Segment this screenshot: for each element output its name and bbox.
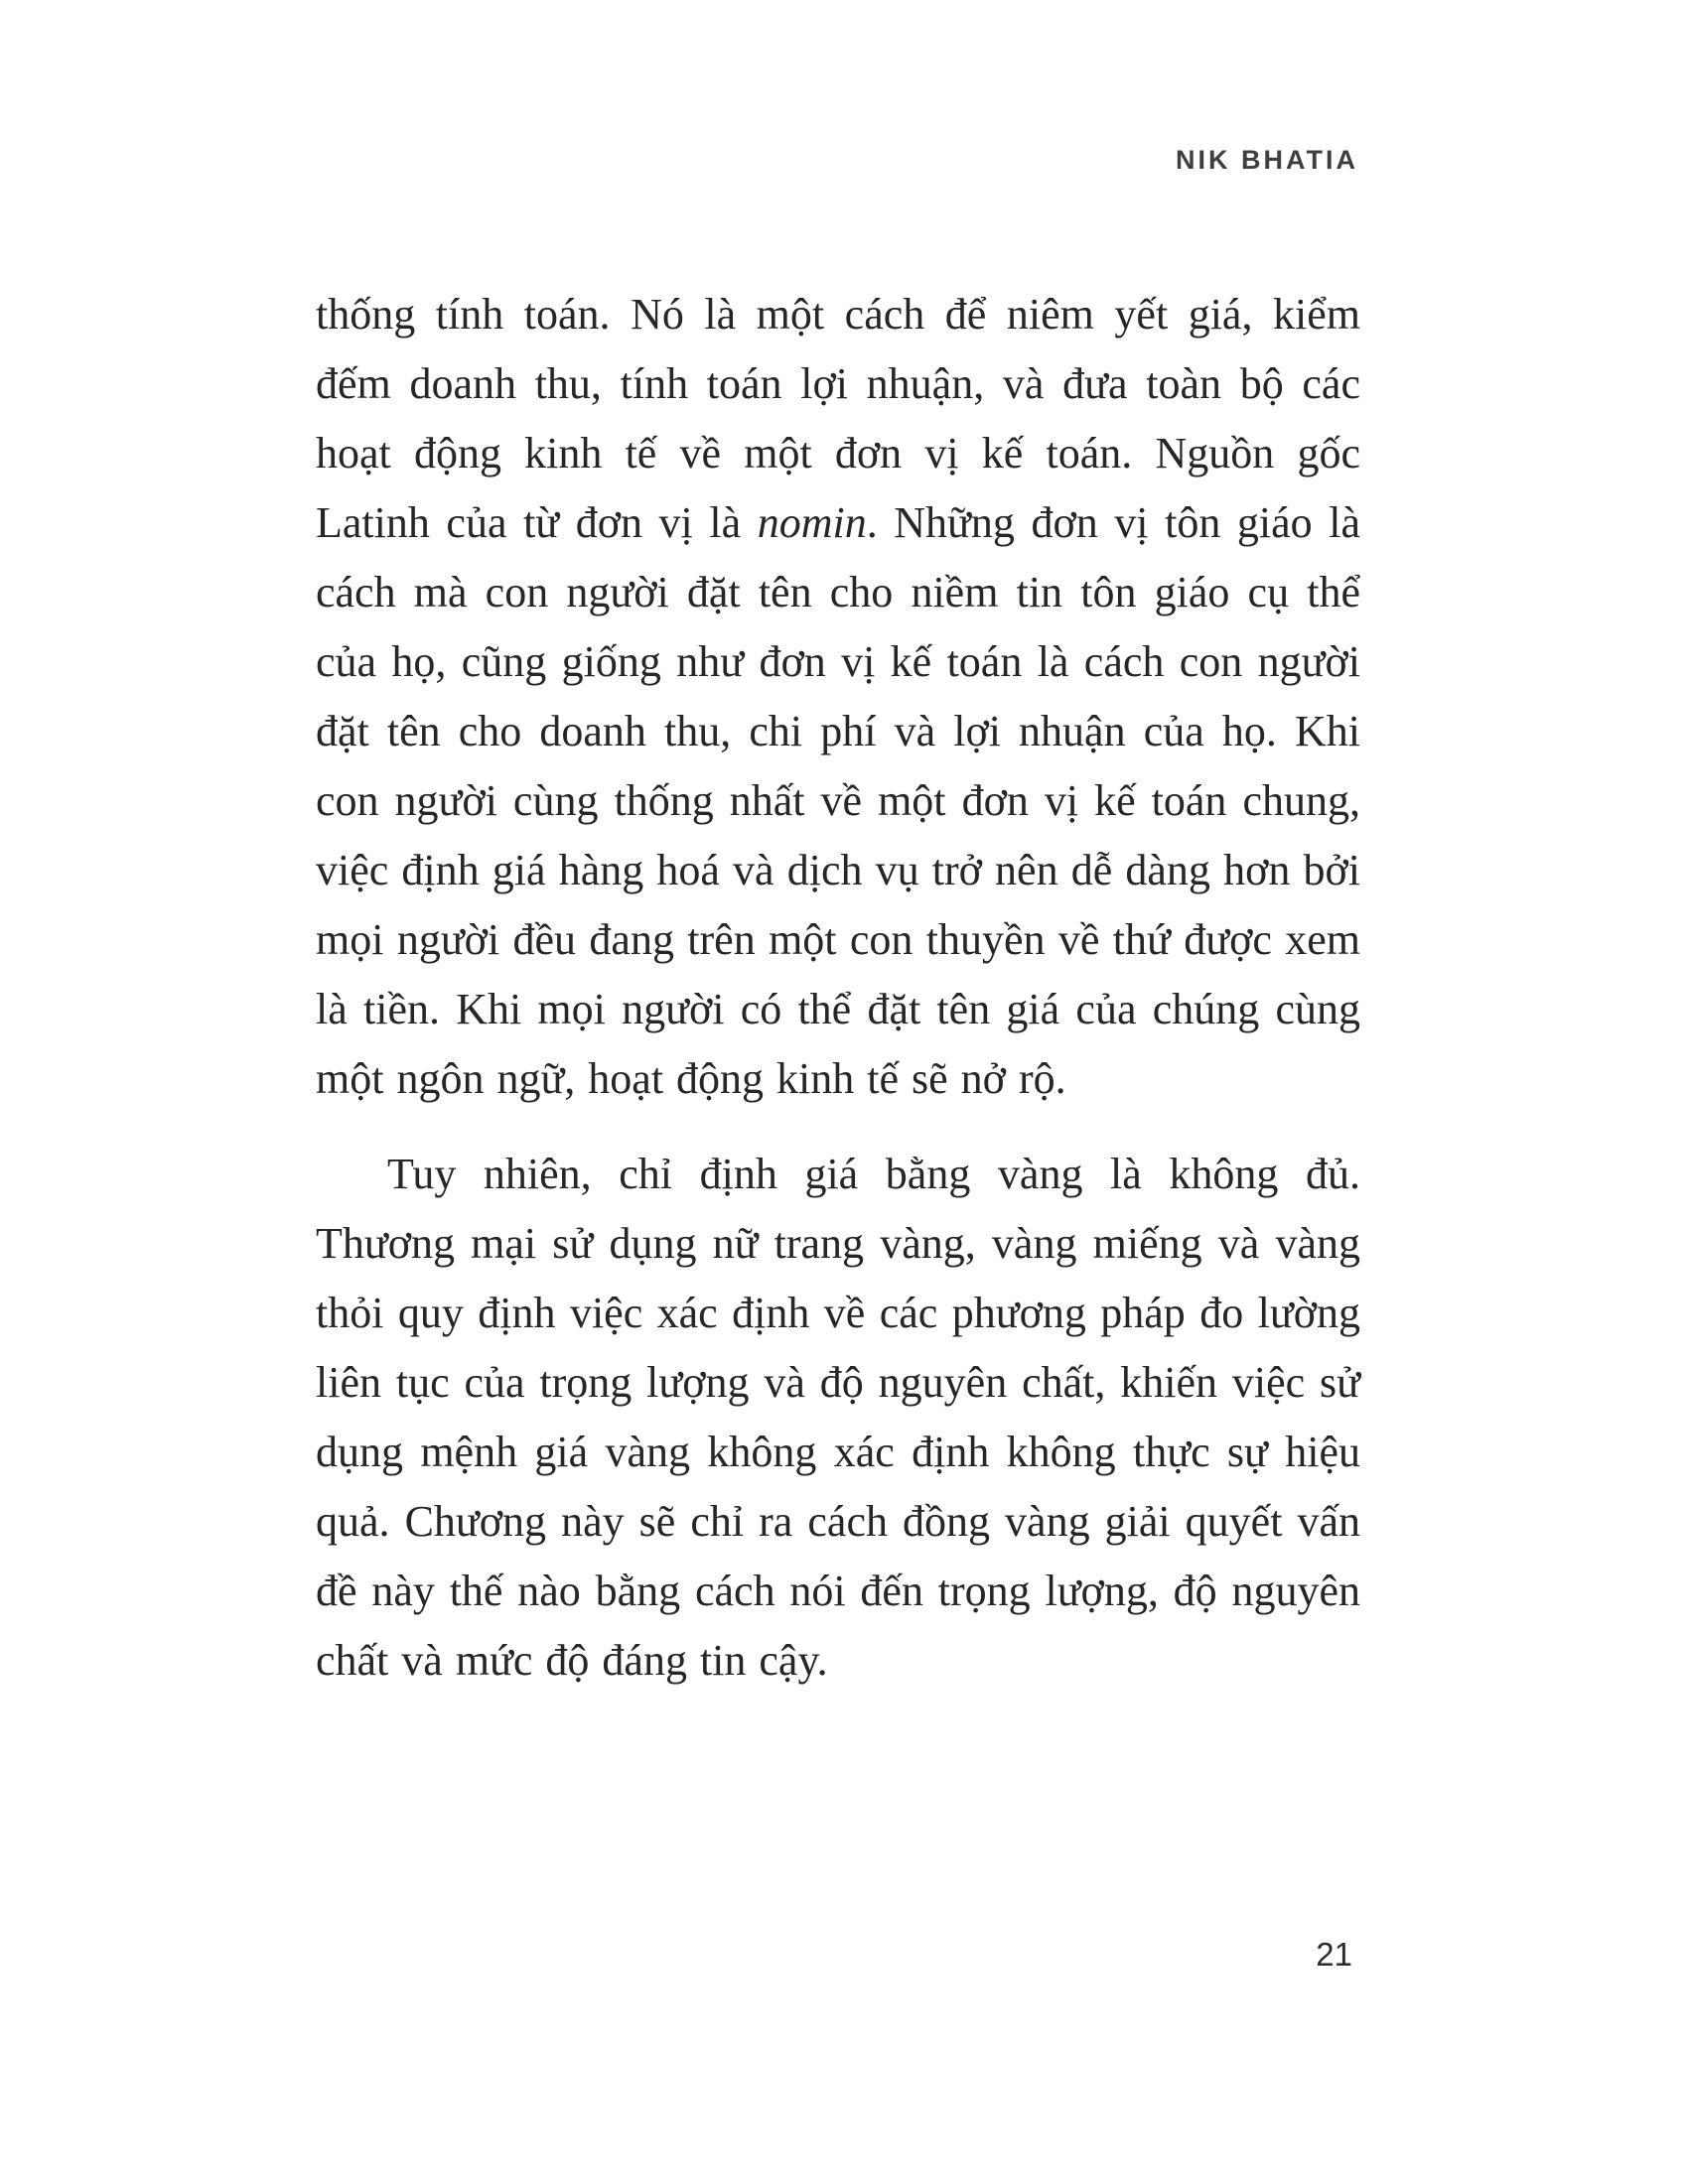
paragraph-1-text-before-italic: thống tính toán. Nó là một cách để niêm yết giá, kiểm đếm doanh thu, tính toán lợi nhuận, và đưa toàn bộ các hoạt động kinh tế về một đơn vị kế toán. Nguồn gốc Latinh của từ đơn vị là [316, 290, 1360, 547]
running-header: NIK BHATIA [1176, 145, 1358, 175]
body-paragraph-1 [316, 280, 1360, 1114]
paragraph-1-italic-word: nomin [757, 498, 867, 547]
page-content [316, 0, 1360, 2184]
body-paragraph-2: Tuy nhiên, chỉ định giá bằng vàng là không đủ. Thương mại sử dụng nữ trang vàng, vàng miếng và vàng thỏi quy định việc xác định về các phương pháp đo lường liên tục của trọng lượng và độ nguyên chất, khiến việc sử dụng mệnh giá vàng không xác định không thực sự hiệu quả. Chương này sẽ chỉ ra cách đồng vàng giải quyết vấn đề này thế nào bằng cách nói đến trọng lượng, độ nguyên chất và mức độ đáng tin cậy. [316, 1150, 1360, 1685]
paragraph-1-text-after-italic: . Những đơn vị tôn giáo là cách mà con người đặt tên cho niềm tin tôn giáo cụ thể của họ, cũng giống như đơn vị kế toán là cách con người đặt tên cho doanh thu, chi phí và lợi nhuận của họ. Khi con người cùng thống nhất về một đơn vị kế toán chung, việc định giá hàng hoá và dịch vụ trở nên dễ dàng hơn bởi mọi người đều đang trên một con thuyền về thứ được xem là tiền. Khi mọi người có thể đặt tên giá của chúng cùng một ngôn ngữ, hoạt động kinh tế sẽ nở rộ. [316, 498, 1360, 1103]
body-text [316, 280, 1360, 1696]
page-number: 21 [1316, 1936, 1352, 1973]
